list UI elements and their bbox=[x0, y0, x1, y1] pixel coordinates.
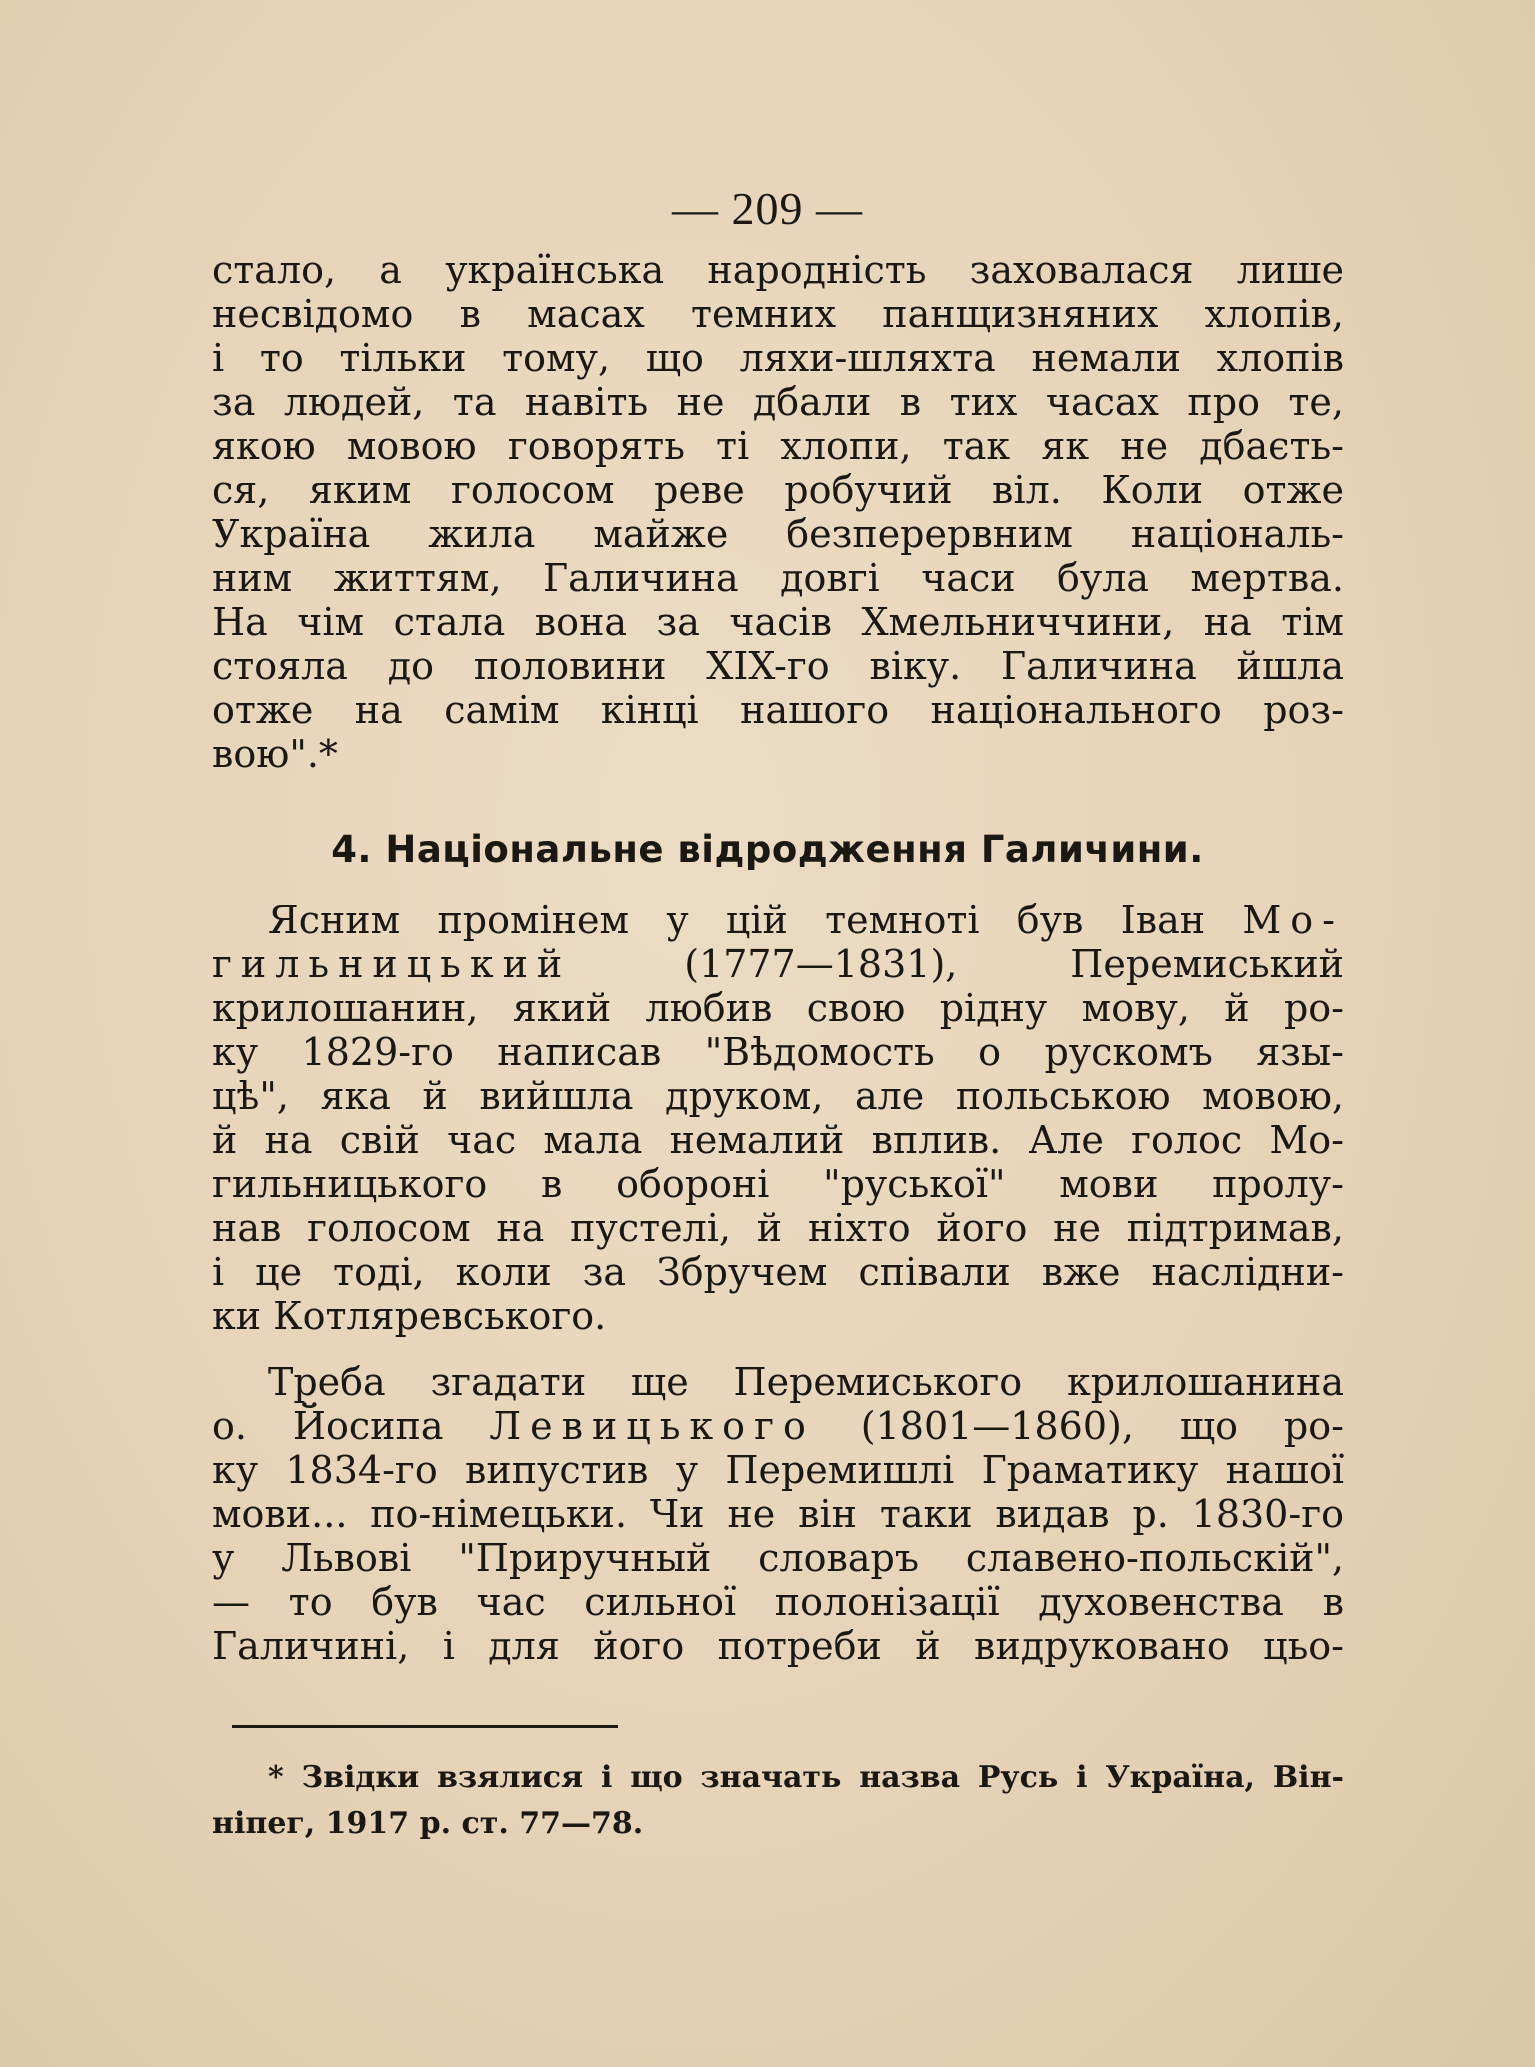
text-line: цѣ", яка й вийшла друком, але польською мовою, bbox=[212, 1074, 1344, 1118]
text-line: отже на самім кінці нашого національного роз- bbox=[212, 688, 1344, 732]
text-line bbox=[212, 898, 1344, 942]
spaced-name: гильницький bbox=[212, 942, 572, 986]
text-line: На чім стала вона за часів Хмельниччини, на тім bbox=[212, 600, 1344, 644]
text-line: Україна жила майже безперервним національ- bbox=[212, 512, 1344, 556]
text-run: Ясним промінем у цій темноті був Іван bbox=[268, 898, 1206, 942]
text-line: ся, яким голосом реве робучий віл. Коли отже bbox=[212, 468, 1344, 512]
paragraph-continued bbox=[212, 248, 1344, 776]
text-line: ку 1829-го написав "Вѣдомость о рускомъ язы- bbox=[212, 1030, 1344, 1074]
text-line bbox=[212, 1404, 1344, 1448]
text-line: стало, а українська народність заховалася лише bbox=[212, 248, 1344, 292]
text-line: у Львові "Приручный словаръ славено-польскій", bbox=[212, 1536, 1344, 1580]
text-line: за людей, та навіть не дбали в тих часах про те, bbox=[212, 380, 1344, 424]
text-line: гильницького в обороні "руської" мови пролу- bbox=[212, 1162, 1344, 1206]
paragraph-mohylnytskyi bbox=[212, 898, 1344, 1338]
text-line: й на свій час мала немалий вплив. Але голос Мо- bbox=[212, 1118, 1344, 1162]
text-line: крилошанин, який любив свою рідну мову, й ро- bbox=[212, 986, 1344, 1030]
text-line: ним життям, Галичина довгі часи була мертва. bbox=[212, 556, 1344, 600]
spaced-name: Мо- bbox=[1242, 898, 1344, 942]
footnote-line: * Звідки взялися і що значать назва Русь і Україна, Він- bbox=[268, 1760, 1344, 1795]
text-line: стояла до половини XIX-го віку. Галичина йшла bbox=[212, 644, 1344, 688]
text-line: несвідомо в масах темних панщизняних хлопів, bbox=[212, 292, 1344, 336]
footnote-line: ніпег, 1917 р. ст. 77—78. bbox=[212, 1806, 644, 1841]
text-line: Треба згадати ще Перемиського крилошанина bbox=[268, 1360, 1344, 1404]
page-number: — 209 — bbox=[672, 183, 863, 234]
text-run: (1777—1831), Перемиський bbox=[684, 942, 1344, 986]
text-line: якою мовою говорять ті хлопи, так як не дбаєть- bbox=[212, 424, 1344, 468]
text-line: ки Котляревського. bbox=[212, 1294, 607, 1338]
paragraph-levytskyi bbox=[212, 1360, 1344, 1668]
text-line: — то був час сильної полонізації духовенства в bbox=[212, 1580, 1344, 1624]
text-line: і то тільки тому, що ляхи-шляхта немали хлопів bbox=[212, 336, 1344, 380]
text-line: нав голосом на пустелі, й ніхто його не підтримав, bbox=[212, 1206, 1344, 1250]
text-line: ку 1834-го випустив у Перемишлі Граматику нашої bbox=[212, 1448, 1344, 1492]
text-run: о. Йосипа bbox=[212, 1404, 444, 1448]
text-line: вою".* bbox=[212, 732, 338, 776]
footnote bbox=[212, 1755, 1344, 1847]
text-line: Галичині, і для його потреби й видруковано цьо- bbox=[212, 1624, 1344, 1668]
section-heading: 4. Національне відродження Галичини. bbox=[331, 828, 1204, 871]
text-run: (1801—1860), що ро- bbox=[860, 1404, 1344, 1448]
spaced-name: Левицького bbox=[489, 1404, 815, 1448]
text-line bbox=[212, 942, 1344, 986]
text-line: мови... по-німецьки. Чи не він таки видав р. 1830-го bbox=[212, 1492, 1344, 1536]
footnote-divider bbox=[232, 1725, 618, 1728]
text-line: і це тоді, коли за Збручем співали вже наслідни- bbox=[212, 1250, 1344, 1294]
